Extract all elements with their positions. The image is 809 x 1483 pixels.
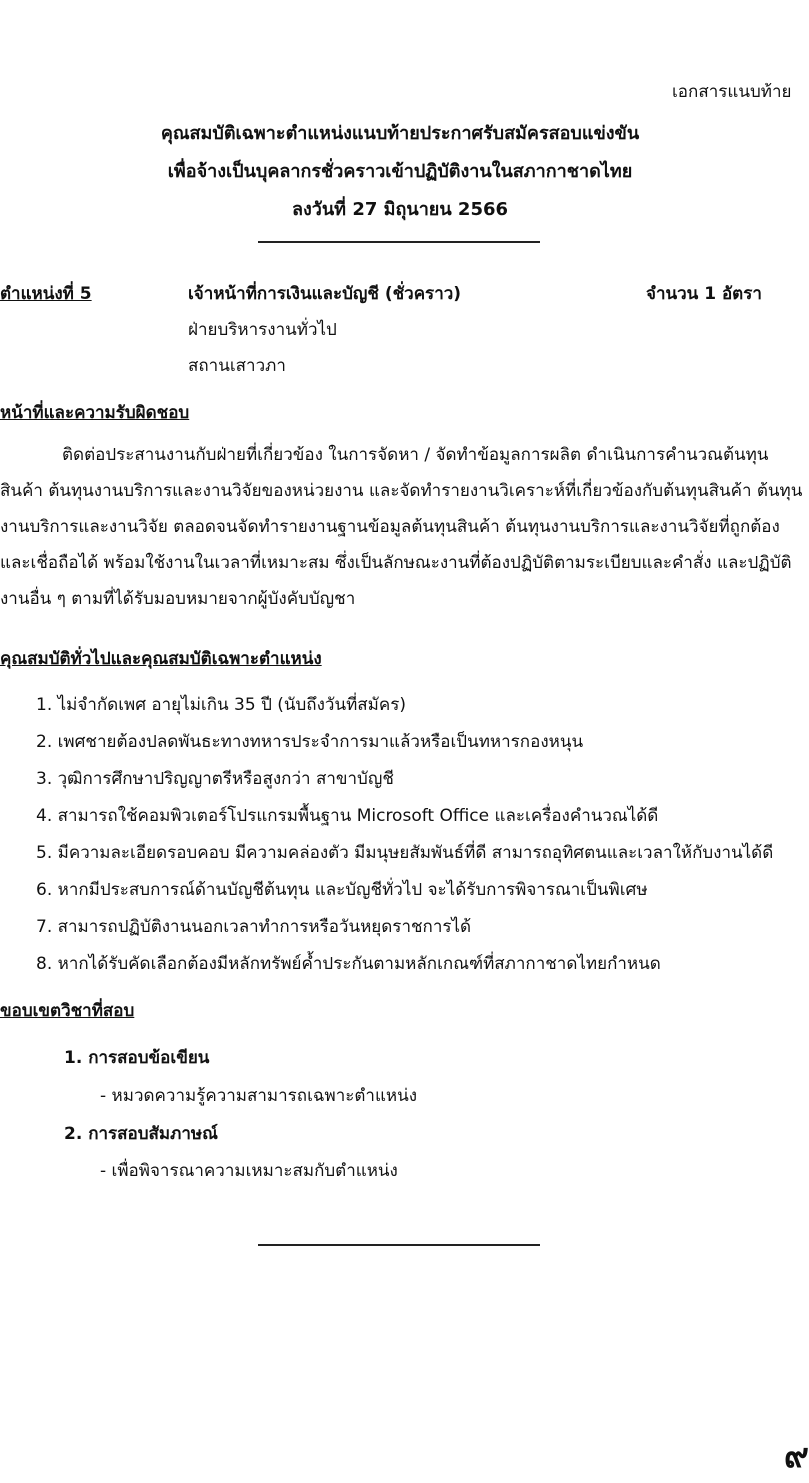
position-department: ฝ่ายบริหารงานทั่วไป — [188, 320, 337, 340]
divider-bottom — [258, 1244, 540, 1246]
exam-section-interview-detail: - เพื่อพิจารณาความเหมาะสมกับตำแหน่ง — [100, 1161, 398, 1181]
qualification-item: 7. สามารถปฏิบัติงานนอกเวลาทำการหรือวันหยุดราชการได้ — [36, 917, 472, 937]
position-unit: สถานเสาวภา — [188, 356, 286, 376]
attachment-label: เอกสารแนบท้าย — [672, 82, 792, 102]
position-count: จำนวน 1 อัตรา — [646, 284, 762, 304]
qualification-item: 2. เพศชายต้องปลดพันธะทางทหารประจำการมาแล้วหรือเป็นทหารกองหนุน — [36, 732, 584, 752]
title-line-2: เพื่อจ้างเป็นบุคลากรชั่วคราวเข้าปฏิบัติงานในสภากาชาดไทย — [167, 161, 633, 182]
qualification-item: 3. วุฒิการศึกษาปริญญาตรีหรือสูงกว่า สาขาบัญชี — [36, 769, 394, 789]
exam-heading: ขอบเขตวิชาที่สอบ — [0, 1001, 135, 1021]
qualifications-heading: คุณสมบัติทั่วไปและคุณสมบัติเฉพาะตำแหน่ง — [0, 649, 322, 669]
qualification-item: 4. สามารถใช้คอมพิวเตอร์โปรแกรมพื้นฐาน Microsoft Office และเครื่องคำนวณได้ดี — [36, 806, 659, 826]
position-title: เจ้าหน้าที่การเงินและบัญชี (ชั่วคราว) — [188, 284, 462, 304]
qualification-item: 5. มีความละเอียดรอบคอบ มีความคล่องตัว มีมนุษยสัมพันธ์ที่ดี สามารถอุทิศตนและเวลาให้กับงานได้ดี — [36, 843, 774, 863]
exam-section-written-title: 1. การสอบข้อเขียน — [64, 1048, 210, 1068]
duties-paragraph — [0, 437, 806, 617]
title-line-1: คุณสมบัติเฉพาะตำแหน่งแนบท้ายประกาศรับสมัครสอบแข่งขัน — [160, 123, 640, 144]
title-date: ลงวันที่ 27 มิถุนายน 2566 — [291, 199, 509, 220]
position-number: ตำแหน่งที่ 5 — [0, 284, 92, 304]
qualification-item: 1. ไม่จำกัดเพศ อายุไม่เกิน 35 ปี (นับถึงวันที่สมัคร) — [36, 695, 406, 715]
duties-body: ติดต่อประสานงานกับฝ่ายที่เกี่ยวข้อง ในการจัดหา / จัดทำข้อมูลการผลิต ดำเนินการคำนวณต้นทุนสินค้า ต้นทุนงานบริการและงานวิจัยของหน่วยงาน และจัดทำรายงานวิเคราะห์ที่เกี่ยวข้องกับต้นทุนสินค้า ต้นทุนงานบริการและงานวิจัย ตลอดจนจัดทำรายงานฐานข้อมูลต้นทุนสินค้า ต้นทุนงานบริการและงานวิจัยที่ถูกต้องและเชื่อถือได้ พร้อมใช้งานในเวลาที่เหมาะสม ซึ่งเป็นลักษณะงานที่ต้องปฏิบัติตามระเบียบและคำสั่ง และปฏิบัติงานอื่น ๆ ตามที่ได้รับมอบหมายจากผู้บังคับบัญชา — [0, 445, 803, 609]
exam-section-interview-title: 2. การสอบสัมภาษณ์ — [64, 1124, 218, 1144]
page-mark: ๙ — [784, 1436, 809, 1476]
duties-heading: หน้าที่และความรับผิดชอบ — [0, 403, 190, 423]
qualification-item: 8. หากได้รับคัดเลือกต้องมีหลักทรัพย์ค้ำประกันตามหลักเกณฑ์ที่สภากาชาดไทยกำหนด — [36, 954, 661, 974]
exam-section-written-detail: - หมวดความรู้ความสามารถเฉพาะตำแหน่ง — [100, 1086, 418, 1106]
qualifications-list — [36, 687, 773, 983]
qualification-item: 6. หากมีประสบการณ์ด้านบัญชีต้นทุน และบัญชีทั่วไป จะได้รับการพิจารณาเป็นพิเศษ — [36, 880, 648, 900]
divider-top — [258, 241, 540, 243]
